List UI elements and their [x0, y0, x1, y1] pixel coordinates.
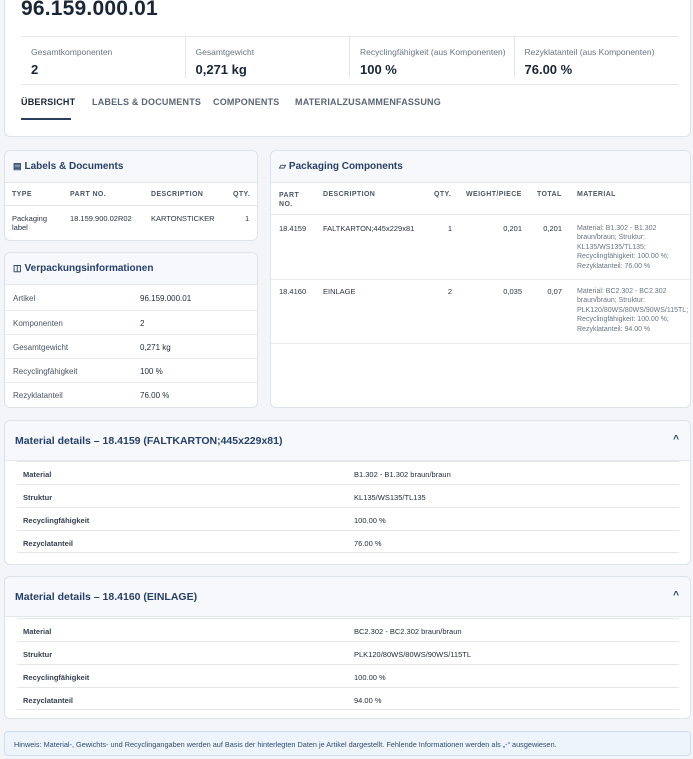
cell-part-no: 18.159.900.02R02	[70, 214, 132, 223]
stats-bar	[21, 36, 678, 78]
detail-value: 100.00 %	[354, 516, 386, 525]
cell-total: 0,201	[543, 224, 562, 233]
tab-labels-documents[interactable]: LABELS & DOCUMENTS	[92, 97, 202, 107]
panel-header	[5, 253, 257, 285]
stat-label: Gesamtkomponenten	[31, 47, 113, 57]
info-row	[5, 310, 257, 334]
cell-material: Material: BC2.302 - BC2.302 braun/braun; Struktur: PLK120/80WS/80WS/90WS/115TL; Recyclingfähigkeit: 100.00 %; Rezyklatanteil: 94.00 %	[577, 288, 689, 333]
detail-value: 76.00 %	[354, 539, 382, 548]
cell-part-no: 18.4160	[279, 287, 307, 296]
document-icon: ▤	[13, 161, 22, 171]
cell-qty: 1	[245, 214, 250, 223]
detail-value: PLK120/80WS/80WS/90WS/115TL	[354, 650, 472, 659]
packaging-components-panel	[270, 150, 691, 408]
detail-key: Material	[23, 627, 52, 636]
cell-type: Packaging label	[12, 214, 48, 233]
collapse-caret-icon[interactable]: ^	[673, 434, 679, 445]
info-key: Komponenten	[13, 319, 63, 328]
detail-key: Material	[23, 470, 52, 479]
material-details-panel	[4, 420, 691, 565]
detail-key: Recyclingfähigkeit	[23, 673, 90, 682]
info-row	[5, 382, 257, 406]
collapse-caret-icon[interactable]: ^	[673, 590, 679, 601]
column-header-qty: QTY.	[233, 191, 251, 198]
detail-key: Struktur	[23, 493, 53, 502]
info-key: Artikel	[13, 294, 36, 303]
info-row	[5, 358, 257, 382]
detail-value: KL135/WS135/TL135	[354, 493, 426, 502]
info-value: 0,271 kg	[140, 343, 171, 352]
cell-description: EINLAGE	[323, 287, 356, 296]
cell-weight: 0,201	[503, 224, 522, 233]
detail-row	[17, 618, 679, 641]
detail-row	[17, 461, 679, 484]
detail-row	[17, 484, 679, 507]
stat-label: Rezyklatanteil (aus Komponenten)	[524, 47, 655, 57]
column-header-description: DESCRIPTION	[151, 191, 204, 198]
material-details-panel	[4, 576, 691, 719]
material-details-header[interactable]	[5, 421, 690, 461]
detail-key: Rezyclatanteil	[23, 696, 74, 705]
cell-total: 0,07	[547, 287, 562, 296]
panel-title: Verpackungsinformationen	[24, 263, 154, 274]
cell-description: FALTKARTON;445x229x81	[323, 224, 415, 233]
stat-label: Gesamtgewicht	[195, 47, 255, 57]
column-header-weight: WEIGHT/PIECE	[466, 191, 522, 198]
material-details-header[interactable]	[5, 577, 690, 617]
column-header-type: TYPE	[12, 191, 32, 198]
summary-card	[4, 0, 691, 137]
info-grid-icon: ◫	[13, 263, 22, 273]
tab-bar	[21, 84, 678, 120]
column-header-material: MATERIAL	[577, 191, 616, 198]
page-title: 96.159.000.01	[21, 0, 158, 20]
info-key: Recyclingfähigkeit	[13, 367, 78, 376]
panel-title: Packaging Components	[288, 161, 403, 172]
column-header-qty: QTY.	[434, 191, 452, 198]
column-header-description: DESCRIPTION	[323, 191, 376, 198]
info-value: 2	[140, 319, 145, 328]
panel-title: Labels & Documents	[24, 161, 124, 172]
detail-value: 94.00 %	[354, 696, 382, 705]
box-icon: ▱	[279, 161, 286, 171]
info-row	[5, 334, 257, 358]
stat-total-weight	[185, 37, 350, 78]
cell-weight: 0,035	[503, 287, 522, 296]
cell-qty: 2	[447, 287, 452, 296]
detail-row	[17, 641, 679, 664]
info-value: 96.159.000.01	[140, 294, 192, 303]
stat-recycled-content	[514, 37, 679, 78]
detail-value: BC2.302 - BC2.302 braun/braun	[354, 627, 462, 636]
cell-qty: 1	[447, 224, 452, 233]
info-value: 100 %	[140, 367, 163, 376]
table-row	[271, 280, 690, 344]
detail-key: Rezyclatanteil	[23, 539, 74, 548]
detail-value: B1.302 - B1.302 braun/braun	[354, 470, 451, 479]
cell-material: Material: B1.302 - B1.302 braun/braun; Struktur: KL135/WS135/TL135; Recyclingfähigkeit: 100.00 %; Rezyklatanteil: 76.00 %	[577, 225, 669, 270]
stat-total-components	[21, 37, 185, 78]
material-details-title: Material details – 18.4160 (EINLAGE)	[15, 591, 198, 603]
packaging-info-panel	[4, 252, 258, 408]
info-row	[5, 286, 257, 310]
column-header-part-no: PART NO.	[279, 192, 300, 209]
divider	[5, 205, 257, 206]
stat-recyclability	[349, 37, 514, 78]
tab-material-summary[interactable]: MATERIALZUSAMMENFASSUNG	[295, 97, 441, 107]
stat-label: Recyclingfähigkeit (aus Komponenten)	[360, 47, 506, 57]
table-row	[271, 216, 690, 280]
detail-row	[17, 507, 679, 530]
detail-row	[17, 530, 679, 553]
cell-description: KARTONSTICKER	[151, 214, 215, 223]
tab-components[interactable]: COMPONENTS	[213, 97, 280, 107]
detail-row	[17, 687, 679, 710]
material-details-title: Material details – 18.4159 (FALTKARTON;445x229x81)	[15, 435, 283, 447]
column-header-total: TOTAL	[537, 191, 562, 198]
tab-overview[interactable]: ÜBERSICHT	[21, 97, 76, 107]
cell-part-no: 18.4159	[279, 224, 307, 233]
detail-key: Struktur	[23, 650, 53, 659]
stat-value: 0,271 kg	[195, 62, 247, 77]
detail-row	[17, 664, 679, 687]
active-tab-indicator	[21, 118, 71, 120]
panel-header	[271, 151, 690, 183]
info-key: Gesamtgewicht	[13, 343, 69, 352]
column-header-part-no: PART NO.	[70, 191, 107, 198]
detail-key: Recyclingfähigkeit	[23, 516, 90, 525]
panel-header	[5, 151, 257, 183]
table-header-row	[271, 183, 690, 215]
info-key: Rezyklatanteil	[13, 391, 63, 400]
stat-value: 2	[31, 62, 39, 77]
stat-value: 76.00 %	[524, 62, 573, 77]
info-value: 76.00 %	[140, 391, 170, 400]
detail-value: 100.00 %	[354, 673, 386, 682]
info-hint-banner: Hinweis: Material-, Gewichts- und Recyclingangaben werden auf Basis der hinterlegten Daten je Artikel dargestellt. Fehlende Informationen werden als „-“ ausgewiesen.	[4, 731, 691, 756]
stat-value: 100 %	[360, 62, 397, 77]
labels-documents-panel	[4, 150, 258, 241]
